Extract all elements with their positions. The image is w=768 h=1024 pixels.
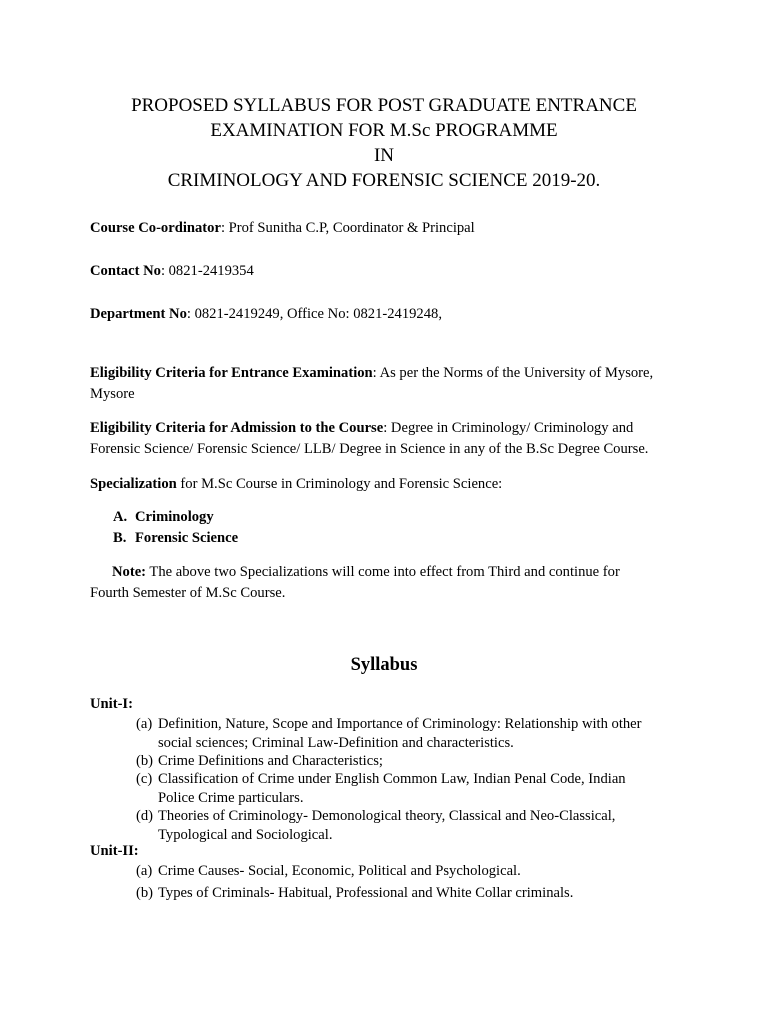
specialization [90, 474, 690, 495]
list-marker: (a) [136, 716, 153, 732]
coordinator-label: Course Co-ordinator [90, 220, 221, 236]
unit-title: Unit-II: [90, 843, 139, 859]
list-item-text-cont: Typological and Sociological. [158, 826, 333, 843]
list-item [136, 715, 642, 752]
eligibility-admission-value-cont: Forensic Science/ Forensic Science/ LLB/ Degree in Science in any of the B.Sc Degree Course. [90, 441, 649, 457]
eligibility-exam-label: Eligibility Criteria for Entrance Examination [90, 365, 373, 381]
list-marker: (a) [136, 863, 153, 879]
list-item-text: Forensic Science [135, 530, 239, 546]
list-item-text: Classification of Crime under English Common Law, Indian Penal Code, Indian [158, 771, 626, 787]
list-item-text: Definition, Nature, Scope and Importance of Criminology: Relationship with other [158, 716, 642, 732]
list-item-text-cont: Police Crime particulars. [158, 789, 304, 806]
eligibility-exam [90, 363, 690, 405]
list-item-text-cont: social sciences; Criminal Law-Definition and characteristics. [158, 734, 514, 751]
eligibility-admission [90, 418, 690, 460]
eligibility-admission-value: : Degree in Criminology/ Criminology and [383, 420, 634, 436]
list-item [136, 884, 573, 903]
specialization-list [113, 507, 238, 549]
department-value: : 0821-2419249, Office No: 0821-2419248, [186, 306, 442, 322]
list-item [136, 752, 383, 771]
list-item-text: Theories of Criminology- Demonological theory, Classical and Neo-Classical, [158, 808, 616, 824]
list-item [113, 528, 238, 549]
eligibility-exam-value-cont: Mysore [90, 386, 135, 402]
list-item-text: Crime Causes- Social, Economic, Political and Psychological. [158, 863, 521, 879]
note-label: Note: [112, 564, 147, 580]
list-marker: A. [113, 509, 128, 525]
coordinator-value: : Prof Sunitha C.P, Coordinator & Principal [220, 220, 475, 236]
specialization-value: for M.Sc Course in Criminology and Forensic Science: [176, 476, 503, 492]
list-marker: B. [113, 530, 127, 546]
title-line: EXAMINATION FOR M.Sc PROGRAMME [210, 120, 558, 141]
list-item-text: Crime Definitions and Characteristics; [158, 753, 383, 769]
syllabus-heading: Syllabus [350, 655, 418, 675]
eligibility-exam-value: : As per the Norms of the University of Mysore, [372, 365, 654, 381]
note [90, 562, 690, 604]
list-item [136, 770, 626, 807]
unit-title: Unit-I: [90, 696, 133, 712]
title-line: CRIMINOLOGY AND FORENSIC SCIENCE 2019-20. [167, 170, 601, 191]
list-item-text: Types of Criminals- Habitual, Professional and White Collar criminals. [158, 885, 574, 901]
list-item [113, 507, 238, 528]
list-marker: (b) [136, 753, 154, 769]
department-label: Department No [90, 306, 187, 322]
eligibility-admission-label: Eligibility Criteria for Admission to the Course [90, 420, 384, 436]
list-item [136, 862, 521, 881]
contact-value: : 0821-2419354 [160, 263, 254, 279]
title-line: IN [373, 145, 395, 166]
list-marker: (d) [136, 808, 154, 824]
department-number [90, 304, 690, 325]
note-value: The above two Specializations will come into effect from Third and continue for [146, 564, 620, 580]
list-item-text: Criminology [135, 509, 214, 525]
title-line: PROPOSED SYLLABUS FOR POST GRADUATE ENTRANCE [131, 95, 637, 116]
list-marker: (b) [136, 885, 154, 901]
contact-label: Contact No [90, 263, 161, 279]
list-item [136, 807, 615, 844]
document-title [0, 93, 768, 193]
note-value-cont: Fourth Semester of M.Sc Course. [90, 585, 286, 601]
course-coordinator [90, 218, 690, 239]
list-marker: (c) [136, 771, 153, 787]
contact-number [90, 261, 690, 282]
specialization-label: Specialization [90, 476, 177, 492]
